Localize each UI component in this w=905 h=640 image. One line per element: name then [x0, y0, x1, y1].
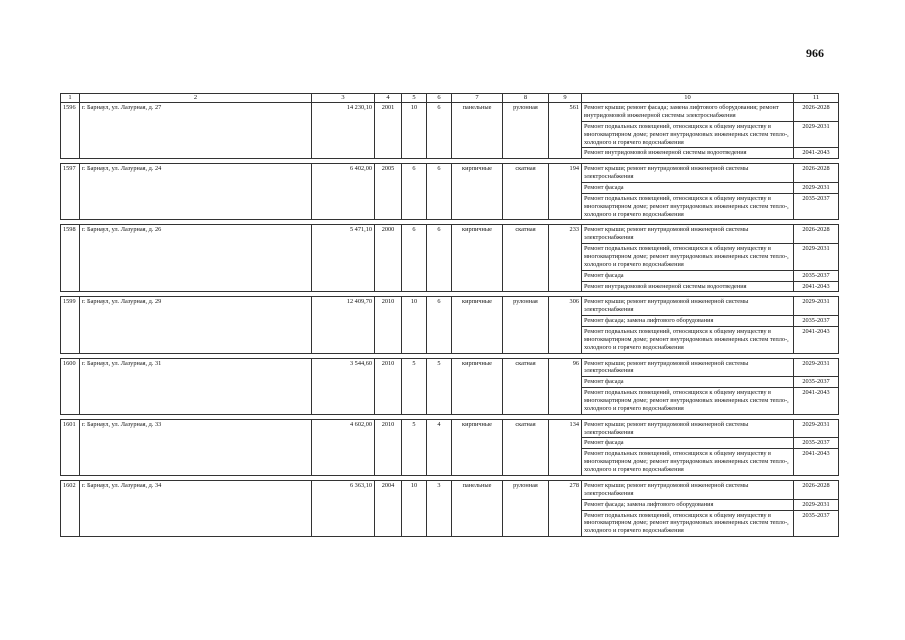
year-cell: 2005: [375, 164, 402, 220]
work-description-cell: Ремонт фасада: [582, 377, 794, 388]
work-description-cell: Ремонт подвальных помещений, относящихся к общему имуществу в многоквартирном доме; ремонт внутридомовых инженерных систем тепло-, холодного и горячего водоснабжения: [582, 510, 794, 537]
col9-cell: 278: [549, 480, 582, 536]
work-description-cell: Ремонт фасада; замена лифтового оборудования: [582, 499, 794, 510]
work-period-cell: 2029-2031: [794, 297, 839, 316]
col6-cell: 3: [427, 480, 452, 536]
work-period-cell: 2041-2043: [794, 388, 839, 415]
work-period-cell: 2029-2031: [794, 499, 839, 510]
housing-repair-table: [60, 93, 839, 537]
page-number: 966: [806, 46, 824, 60]
work-period-cell: 2041-2043: [794, 449, 839, 476]
roof-type-cell: скатная: [503, 164, 549, 220]
col9-cell: 233: [549, 225, 582, 292]
work-period-cell: 2035-2037: [794, 377, 839, 388]
col9-cell: 306: [549, 297, 582, 353]
wall-material-cell: кирпичные: [452, 358, 503, 414]
col6-cell: 6: [427, 225, 452, 292]
column-number-row: [61, 94, 839, 103]
row-number-cell: 1599: [61, 297, 80, 353]
address-cell: г. Барнаул, ул. Лазурная, д. 33: [80, 419, 312, 475]
floors-cell: 6: [402, 164, 427, 220]
work-description-cell: Ремонт подвальных помещений, относящихся к общему имуществу в многоквартирном доме; ремонт внутридомовых инженерных систем тепло-, холодного и горячего водоснабжения: [582, 121, 794, 148]
area-cell: 6 402,00: [312, 164, 375, 220]
area-cell: 4 602,00: [312, 419, 375, 475]
work-period-cell: 2026-2028: [794, 225, 839, 244]
table-row: [61, 103, 839, 122]
col6-cell: 6: [427, 297, 452, 353]
floors-cell: 5: [402, 358, 427, 414]
year-cell: 2010: [375, 419, 402, 475]
work-period-cell: 2029-2031: [794, 358, 839, 377]
area-cell: 6 363,10: [312, 480, 375, 536]
row-number-cell: 1598: [61, 225, 80, 292]
work-description-cell: Ремонт фасада: [582, 183, 794, 194]
work-description-cell: Ремонт подвальных помещений, относящихся к общему имуществу в многоквартирном доме; ремонт внутридомовых инженерных систем тепло-, холодного и горячего водоснабжения: [582, 388, 794, 415]
wall-material-cell: кирпичные: [452, 297, 503, 353]
wall-material-cell: панельные: [452, 480, 503, 536]
table-row: [61, 297, 839, 316]
work-description-cell: Ремонт фасада: [582, 438, 794, 449]
column-header: 1: [61, 94, 80, 103]
year-cell: 2004: [375, 480, 402, 536]
roof-type-cell: скатная: [503, 358, 549, 414]
wall-material-cell: кирпичные: [452, 419, 503, 475]
year-cell: 2001: [375, 103, 402, 159]
col6-cell: 5: [427, 358, 452, 414]
work-description-cell: Ремонт крыши; ремонт внутридомовой инженерной системы электроснабжения: [582, 164, 794, 183]
work-period-cell: 2035-2037: [794, 270, 839, 281]
table-body: [61, 103, 839, 537]
year-cell: 2010: [375, 297, 402, 353]
address-cell: г. Барнаул, ул. Лазурная, д. 26: [80, 225, 312, 292]
table-row: [61, 358, 839, 377]
work-description-cell: Ремонт подвальных помещений, относящихся к общему имуществу в многоквартирном доме; ремонт внутридомовых инженерных систем тепло-, холодного и горячего водоснабжения: [582, 244, 794, 271]
work-period-cell: 2029-2031: [794, 244, 839, 271]
col9-cell: 134: [549, 419, 582, 475]
row-number-cell: 1596: [61, 103, 80, 159]
area-cell: 12 409,70: [312, 297, 375, 353]
row-number-cell: 1602: [61, 480, 80, 536]
year-cell: 2010: [375, 358, 402, 414]
row-number-cell: 1601: [61, 419, 80, 475]
work-period-cell: 2029-2031: [794, 419, 839, 438]
work-description-cell: Ремонт крыши; ремонт внутридомовой инженерной системы электроснабжения: [582, 358, 794, 377]
work-description-cell: Ремонт внутридомовой инженерной системы водоотведения: [582, 281, 794, 292]
work-description-cell: Ремонт крыши; ремонт фасада; замена лифтового оборудования; ремонт внутридомовой инженерной системы электроснабжения: [582, 103, 794, 122]
work-period-cell: 2035-2037: [794, 193, 839, 220]
table-row: [61, 164, 839, 183]
col9-cell: 561: [549, 103, 582, 159]
column-header: 8: [503, 94, 549, 103]
column-header: 10: [582, 94, 794, 103]
year-cell: 2000: [375, 225, 402, 292]
column-header: 3: [312, 94, 375, 103]
work-period-cell: 2041-2043: [794, 281, 839, 292]
work-description-cell: Ремонт фасада; замена лифтового оборудования: [582, 316, 794, 327]
address-cell: г. Барнаул, ул. Лазурная, д. 29: [80, 297, 312, 353]
column-header: 7: [452, 94, 503, 103]
floors-cell: 5: [402, 419, 427, 475]
row-number-cell: 1600: [61, 358, 80, 414]
work-description-cell: Ремонт подвальных помещений, относящихся к общему имуществу в многоквартирном доме; ремонт внутридомовых инженерных систем тепло-, холодного и горячего водоснабжения: [582, 193, 794, 220]
column-header: 6: [427, 94, 452, 103]
col6-cell: 4: [427, 419, 452, 475]
col6-cell: 6: [427, 164, 452, 220]
table-row: [61, 225, 839, 244]
work-period-cell: 2041-2043: [794, 327, 839, 354]
work-description-cell: Ремонт внутридомовой инженерной системы водоотведения: [582, 148, 794, 159]
floors-cell: 10: [402, 297, 427, 353]
work-period-cell: 2026-2028: [794, 480, 839, 499]
roof-type-cell: рулонная: [503, 297, 549, 353]
col6-cell: 6: [427, 103, 452, 159]
work-description-cell: Ремонт крыши; ремонт внутридомовой инженерной системы электроснабжения: [582, 419, 794, 438]
address-cell: г. Барнаул, ул. Лазурная, д. 34: [80, 480, 312, 536]
column-header: 2: [80, 94, 312, 103]
roof-type-cell: скатная: [503, 419, 549, 475]
row-number-cell: 1597: [61, 164, 80, 220]
work-description-cell: Ремонт фасада: [582, 270, 794, 281]
table-row: [61, 419, 839, 438]
area-cell: 5 471,10: [312, 225, 375, 292]
work-period-cell: 2035-2037: [794, 510, 839, 537]
work-period-cell: 2026-2028: [794, 164, 839, 183]
work-description-cell: Ремонт подвальных помещений, относящихся к общему имуществу в многоквартирном доме; ремонт внутридомовых инженерных систем тепло-, холодного и горячего водоснабжения: [582, 449, 794, 476]
work-period-cell: 2035-2037: [794, 438, 839, 449]
floors-cell: 10: [402, 103, 427, 159]
work-period-cell: 2026-2028: [794, 103, 839, 122]
wall-material-cell: панельные: [452, 103, 503, 159]
floors-cell: 10: [402, 480, 427, 536]
address-cell: г. Барнаул, ул. Лазурная, д. 31: [80, 358, 312, 414]
column-header: 5: [402, 94, 427, 103]
area-cell: 14 230,10: [312, 103, 375, 159]
column-header: 4: [375, 94, 402, 103]
work-period-cell: 2029-2031: [794, 183, 839, 194]
roof-type-cell: рулонная: [503, 480, 549, 536]
work-period-cell: 2041-2043: [794, 148, 839, 159]
area-cell: 3 544,60: [312, 358, 375, 414]
table-row: [61, 480, 839, 499]
col9-cell: 96: [549, 358, 582, 414]
floors-cell: 6: [402, 225, 427, 292]
work-description-cell: Ремонт крыши; ремонт внутридомовой инженерной системы электроснабжения: [582, 225, 794, 244]
column-header: 9: [549, 94, 582, 103]
work-period-cell: 2029-2031: [794, 121, 839, 148]
work-period-cell: 2035-2037: [794, 316, 839, 327]
column-header: 11: [794, 94, 839, 103]
col9-cell: 194: [549, 164, 582, 220]
work-description-cell: Ремонт крыши; ремонт внутридомовой инженерной системы электроснабжения: [582, 480, 794, 499]
roof-type-cell: скатная: [503, 225, 549, 292]
work-description-cell: Ремонт крыши; ремонт внутридомовой инженерной системы электроснабжения: [582, 297, 794, 316]
address-cell: г. Барнаул, ул. Лазурная, д. 24: [80, 164, 312, 220]
work-description-cell: Ремонт подвальных помещений, относящихся к общему имуществу в многоквартирном доме; ремонт внутридомовых инженерных систем тепло-, холодного и горячего водоснабжения: [582, 327, 794, 354]
address-cell: г. Барнаул, ул. Лазурная, д. 27: [80, 103, 312, 159]
wall-material-cell: кирпичные: [452, 225, 503, 292]
roof-type-cell: рулонная: [503, 103, 549, 159]
wall-material-cell: кирпичные: [452, 164, 503, 220]
